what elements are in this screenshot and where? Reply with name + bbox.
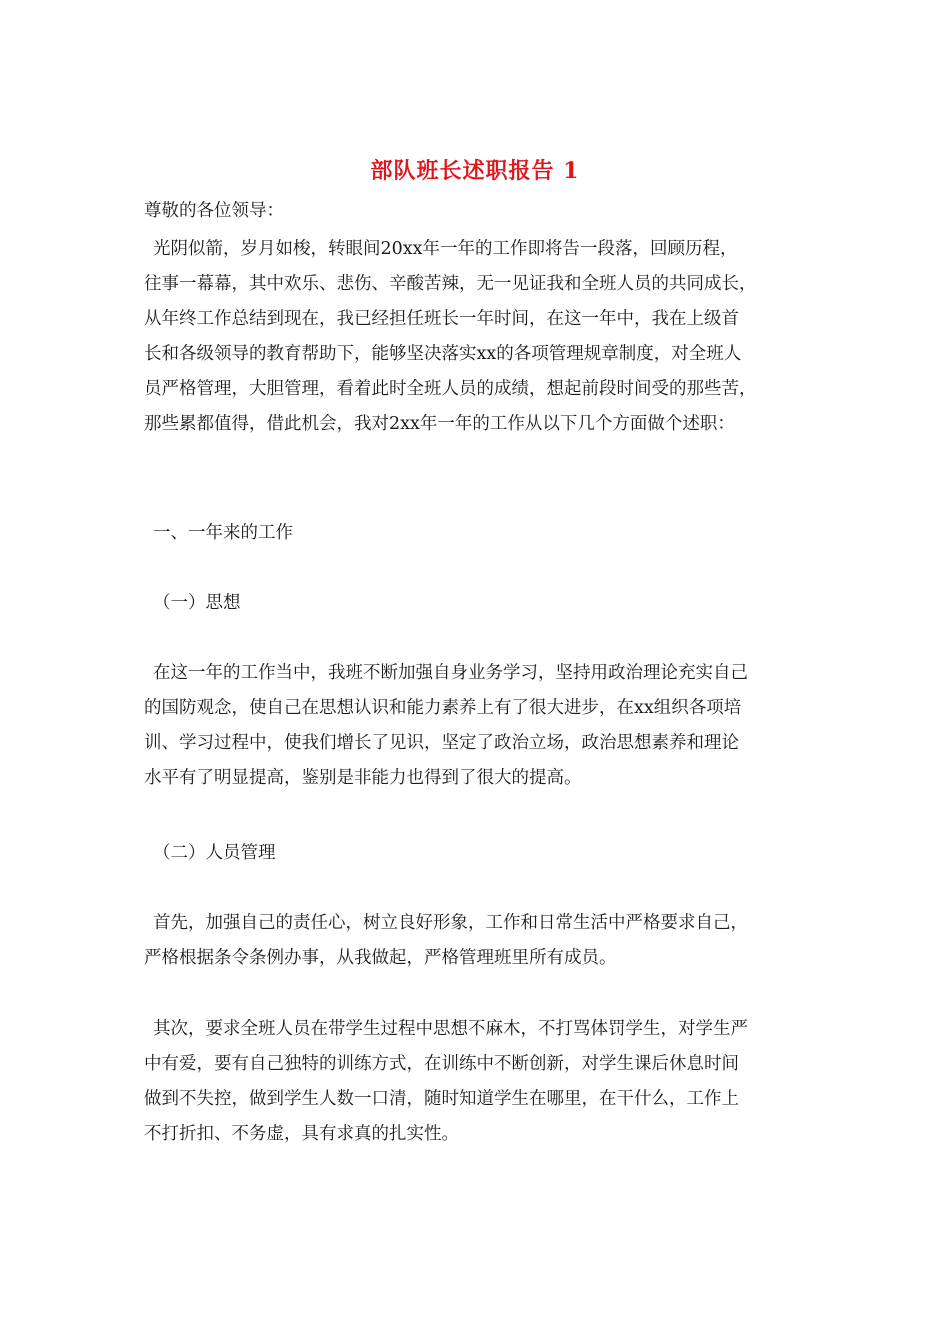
intro-line: 长和各级领导的教育帮助下，能够坚决落实xx的各项管理规章制度，对全班人 xyxy=(144,344,742,364)
section-heading xyxy=(144,516,814,551)
thought-line: 的国防观念，使自己在思想认识和能力素养上有了很大进步，在xx组织各项培 xyxy=(144,698,742,718)
subsection-heading-thought xyxy=(144,586,814,621)
personnel-line: 首先，加强自己的责任心，树立良好形象，工作和日常生活中严格要求自己， xyxy=(153,913,748,933)
subsection-heading-text: （一）思想 xyxy=(153,593,241,613)
personnel-line: 严格根据条令条例办事，从我做起，严格管理班里所有成员。 xyxy=(144,948,617,968)
personnel-paragraph-1 xyxy=(144,906,814,976)
thought-line: 水平有了明显提高，鉴别是非能力也得到了很大的提高。 xyxy=(144,768,582,788)
document-title: 部队班长述职报告 1 xyxy=(370,158,580,184)
personnel-line: 不打折扣、不务虚，具有求真的扎实性。 xyxy=(144,1124,459,1144)
personnel-line: 其次，要求全班人员在带学生过程中思想不麻木，不打骂体罚学生，对学生严 xyxy=(153,1019,748,1039)
thought-line: 在这一年的工作当中，我班不断加强自身业务学习，坚持用政治理论充实自己 xyxy=(153,663,748,683)
section-heading-text: 一、一年来的工作 xyxy=(153,523,293,543)
intro-line: 往事一幕幕，其中欢乐、悲伤、辛酸苦辣，无一见证我和全班人员的共同成长， xyxy=(144,274,757,294)
intro-line: 光阴似箭，岁月如梭，转眼间20xx年一年的工作即将告一段落，回顾历程， xyxy=(153,239,738,259)
subsection-heading-text: （二）人员管理 xyxy=(153,843,276,863)
salutation xyxy=(144,194,814,229)
salutation-text: 尊敬的各位领导： xyxy=(144,201,284,221)
personnel-line: 做到不失控，做到学生人数一口清，随时知道学生在哪里，在干什么，工作上 xyxy=(144,1089,739,1109)
intro-line: 那些累都值得，借此机会，我对2xx年一年的工作从以下几个方面做个述职： xyxy=(144,414,735,434)
personnel-line: 中有爱，要有自己独特的训练方式，在训练中不断创新，对学生课后休息时间 xyxy=(144,1054,739,1074)
thought-paragraph xyxy=(144,656,814,796)
intro-line: 从年终工作总结到现在，我已经担任班长一年时间，在这一年中，我在上级首 xyxy=(144,309,739,329)
thought-line: 训、学习过程中，使我们增长了见识，坚定了政治立场，政治思想素养和理论 xyxy=(144,733,739,753)
intro-line: 员严格管理，大胆管理，看着此时全班人员的成绩，想起前段时间受的那些苦， xyxy=(144,379,757,399)
personnel-paragraph-2 xyxy=(144,1012,814,1152)
intro-paragraph xyxy=(144,232,814,442)
subsection-heading-personnel xyxy=(144,836,814,871)
